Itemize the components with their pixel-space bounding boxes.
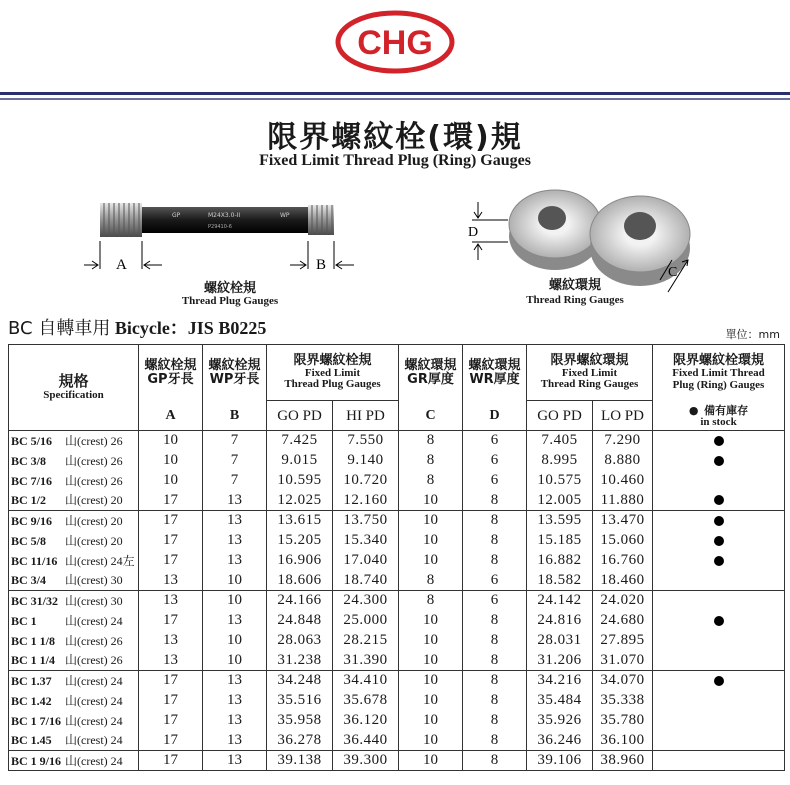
cell-ring-go-pd: 28.031	[527, 631, 593, 651]
cell-wr-thickness: 6	[463, 431, 527, 451]
cell-ring-lo-pd: 24.020	[593, 591, 653, 611]
cell-gr-thickness: 10	[399, 711, 463, 731]
cell-plug-go-pd: 7.425	[267, 431, 333, 451]
table-row	[9, 631, 785, 651]
header-wr: 螺紋環規 WR厚度	[463, 345, 527, 401]
cell-gp-length: 17	[139, 511, 203, 531]
cell-wp-length: 13	[203, 691, 267, 711]
cell-size: BC 1 1/4	[11, 653, 56, 668]
cell-plug-hi-pd: 25.000	[333, 611, 399, 631]
cell-size: BC 31/32	[11, 593, 59, 608]
cell-ring-lo-pd: 35.780	[593, 711, 653, 731]
cell-ring-go-pd: 34.216	[527, 671, 593, 691]
cell-size: BC 3/8	[11, 453, 47, 468]
cell-plug-hi-pd: 13.750	[333, 511, 399, 531]
header-gp-letter: A	[139, 401, 203, 431]
cell-spec	[9, 511, 139, 531]
cell-ring-go-pd: 8.995	[527, 451, 593, 471]
cell-wp-length: 13	[203, 731, 267, 751]
cell-wp-length: 7	[203, 471, 267, 491]
plug-caption-cn: 螺紋栓規	[203, 281, 256, 296]
table-row	[9, 651, 785, 671]
cell-gp-length: 10	[139, 431, 203, 451]
cell-plug-hi-pd: 17.040	[333, 551, 399, 571]
table-row	[9, 671, 785, 691]
cell-plug-go-pd: 15.205	[267, 531, 333, 551]
cell-plug-go-pd: 28.063	[267, 631, 333, 651]
table-row	[9, 731, 785, 751]
cell-ring-go-pd: 31.206	[527, 651, 593, 671]
page-title-cn: 限界螺紋栓(環)規	[267, 120, 523, 155]
cell-size: BC 9/16	[11, 513, 53, 528]
spec-table	[8, 344, 785, 771]
cell-wr-thickness: 8	[463, 511, 527, 531]
cell-plug-hi-pd: 28.215	[333, 631, 399, 651]
cell-gr-thickness: 10	[399, 631, 463, 651]
cell-wp-length: 13	[203, 711, 267, 731]
section-heading	[8, 314, 266, 340]
cell-wr-thickness: 6	[463, 571, 527, 591]
dim-c-label: C	[668, 265, 678, 280]
cell-stock	[653, 751, 785, 771]
cell-gr-thickness: 10	[399, 611, 463, 631]
cell-wp-length: 13	[203, 551, 267, 571]
cell-gp-length: 17	[139, 611, 203, 631]
cell-wp-length: 13	[203, 491, 267, 511]
cell-wp-length: 13	[203, 511, 267, 531]
header-plug: 限界螺紋栓規 Fixed Limit Thread Plug Gauges	[267, 345, 399, 401]
cell-wr-thickness: 8	[463, 551, 527, 571]
cell-plug-go-pd: 16.906	[267, 551, 333, 571]
cell-stock	[653, 691, 785, 711]
cell-size: BC 1	[11, 613, 37, 628]
cell-ring-go-pd: 16.882	[527, 551, 593, 571]
cell-ring-lo-pd: 35.338	[593, 691, 653, 711]
cell-ring-lo-pd: 31.070	[593, 651, 653, 671]
cell-stock	[653, 531, 785, 551]
cell-stock	[653, 431, 785, 451]
cell-ring-go-pd: 13.595	[527, 511, 593, 531]
cell-plug-hi-pd: 10.720	[333, 471, 399, 491]
cell-stock	[653, 491, 785, 511]
cell-spec	[9, 451, 139, 471]
cell-crest: 山(crest) 24	[65, 693, 123, 708]
cell-plug-go-pd: 39.138	[267, 751, 333, 771]
cell-plug-go-pd: 12.025	[267, 491, 333, 511]
cell-spec	[9, 731, 139, 751]
cell-plug-go-pd: 24.166	[267, 591, 333, 611]
cell-plug-hi-pd: 15.340	[333, 531, 399, 551]
header-spec: 規格 Specification	[9, 345, 139, 431]
cell-spec	[9, 571, 139, 591]
cell-wp-length: 13	[203, 751, 267, 771]
cell-stock	[653, 631, 785, 651]
cell-gr-thickness: 10	[399, 731, 463, 751]
cell-wr-thickness: 8	[463, 711, 527, 731]
cell-gp-length: 17	[139, 691, 203, 711]
header-hi-pd: HI PD	[333, 401, 399, 431]
cell-crest: 山(crest) 26	[65, 453, 123, 468]
cell-gp-length: 17	[139, 531, 203, 551]
cell-crest: 山(crest) 30	[65, 573, 123, 588]
cell-gp-length: 13	[139, 591, 203, 611]
cell-ring-lo-pd: 11.880	[593, 491, 653, 511]
table-row	[9, 471, 785, 491]
header-wp: 螺紋栓規 WP牙長	[203, 345, 267, 401]
in-stock-dot-icon	[714, 436, 724, 446]
cell-ring-go-pd: 35.484	[527, 691, 593, 711]
cell-gp-length: 13	[139, 571, 203, 591]
cell-wp-length: 13	[203, 671, 267, 691]
in-stock-dot-icon	[714, 495, 724, 505]
header-gr: 螺紋環規 GR厚度	[399, 345, 463, 401]
cell-spec	[9, 591, 139, 611]
cell-ring-go-pd: 39.106	[527, 751, 593, 771]
cell-spec	[9, 551, 139, 571]
cell-plug-hi-pd: 24.300	[333, 591, 399, 611]
cell-stock	[653, 471, 785, 491]
table-row	[9, 491, 785, 511]
logo-text: CHG	[357, 24, 433, 62]
cell-gp-length: 13	[139, 651, 203, 671]
cell-wp-length: 7	[203, 451, 267, 471]
cell-plug-hi-pd: 31.390	[333, 651, 399, 671]
cell-size: BC 1.37	[11, 673, 52, 688]
cell-stock	[653, 711, 785, 731]
cell-crest: 山(crest) 26	[65, 433, 123, 448]
table-row	[9, 591, 785, 611]
chg-logo	[335, 10, 455, 74]
cell-plug-hi-pd: 9.140	[333, 451, 399, 471]
cell-gp-length: 17	[139, 751, 203, 771]
cell-gr-thickness: 8	[399, 431, 463, 451]
cell-spec	[9, 651, 139, 671]
cell-gr-thickness: 10	[399, 551, 463, 571]
header-stock-legend: ● 備有庫存 in stock	[653, 401, 785, 431]
dim-d-label: D	[468, 225, 479, 240]
cell-spec	[9, 631, 139, 651]
cell-gr-thickness: 8	[399, 451, 463, 471]
cell-size: BC 1 9/16	[11, 753, 62, 768]
cell-wr-thickness: 6	[463, 451, 527, 471]
cell-wp-length: 13	[203, 531, 267, 551]
ring-gauge-figure	[460, 180, 710, 312]
table-row	[9, 691, 785, 711]
table-row	[9, 611, 785, 631]
table-row	[9, 711, 785, 731]
table-row	[9, 751, 785, 771]
cell-size: BC 1.42	[11, 693, 52, 708]
cell-crest: 山(crest) 24	[65, 613, 123, 628]
cell-ring-lo-pd: 36.100	[593, 731, 653, 751]
cell-plug-go-pd: 36.278	[267, 731, 333, 751]
cell-ring-go-pd: 36.246	[527, 731, 593, 751]
cell-stock	[653, 551, 785, 571]
header-lo-pd: LO PD	[593, 401, 653, 431]
header-gp: 螺紋栓規 GP牙長	[139, 345, 203, 401]
header-gr-letter: C	[399, 401, 463, 431]
cell-wr-thickness: 6	[463, 591, 527, 611]
cell-ring-go-pd: 24.816	[527, 611, 593, 631]
cell-gr-thickness: 8	[399, 591, 463, 611]
cell-crest: 山(crest) 26	[65, 653, 123, 668]
cell-gr-thickness: 10	[399, 651, 463, 671]
cell-ring-lo-pd: 8.880	[593, 451, 653, 471]
cell-size: BC 5/16	[11, 433, 53, 448]
cell-ring-go-pd: 35.926	[527, 711, 593, 731]
cell-wp-length: 10	[203, 591, 267, 611]
cell-spec	[9, 531, 139, 551]
cell-stock	[653, 591, 785, 611]
cell-wr-thickness: 8	[463, 491, 527, 511]
header-go-pd: GO PD	[267, 401, 333, 431]
cell-gr-thickness: 10	[399, 671, 463, 691]
plug-marking-wp: WP	[280, 212, 290, 219]
cell-gr-thickness: 10	[399, 751, 463, 771]
cell-gr-thickness: 10	[399, 691, 463, 711]
cell-gr-thickness: 10	[399, 531, 463, 551]
cell-plug-go-pd: 35.958	[267, 711, 333, 731]
cell-gp-length: 17	[139, 731, 203, 751]
cell-gr-thickness: 8	[399, 571, 463, 591]
header-rule-thin	[0, 98, 790, 100]
plug-caption-en: Thread Plug Gauges	[181, 295, 279, 307]
cell-size: BC 1 1/8	[11, 633, 56, 648]
cell-crest: 山(crest) 20	[65, 493, 123, 508]
table-row	[9, 531, 785, 551]
cell-ring-go-pd: 24.142	[527, 591, 593, 611]
cell-spec	[9, 471, 139, 491]
cell-ring-lo-pd: 13.470	[593, 511, 653, 531]
cell-plug-hi-pd: 36.120	[333, 711, 399, 731]
cell-wp-length: 13	[203, 611, 267, 631]
cell-spec	[9, 691, 139, 711]
cell-spec	[9, 711, 139, 731]
in-stock-dot-icon	[714, 536, 724, 546]
cell-plug-go-pd: 31.238	[267, 651, 333, 671]
cell-wr-thickness: 8	[463, 751, 527, 771]
dim-b-label: B	[316, 257, 327, 273]
cell-wr-thickness: 8	[463, 671, 527, 691]
cell-wp-length: 10	[203, 571, 267, 591]
in-stock-dot-icon	[714, 556, 724, 566]
cell-ring-lo-pd: 27.895	[593, 631, 653, 651]
cell-wr-thickness: 8	[463, 731, 527, 751]
cell-crest: 山(crest) 26	[65, 633, 123, 648]
cell-stock	[653, 731, 785, 751]
cell-stock	[653, 651, 785, 671]
cell-crest: 山(crest) 24左	[65, 553, 135, 568]
header-rule	[0, 92, 790, 95]
in-stock-dot-icon	[714, 616, 724, 626]
cell-size: BC 1 7/16	[11, 713, 62, 728]
cell-gp-length: 17	[139, 671, 203, 691]
cell-plug-hi-pd: 12.160	[333, 491, 399, 511]
cell-ring-lo-pd: 18.460	[593, 571, 653, 591]
cell-ring-go-pd: 12.005	[527, 491, 593, 511]
cell-size: BC 1/2	[11, 493, 47, 508]
unit-label: 單位：mm	[725, 328, 780, 341]
cell-crest: 山(crest) 26	[65, 473, 123, 488]
cell-gr-thickness: 8	[399, 471, 463, 491]
cell-crest: 山(crest) 24	[65, 733, 123, 748]
cell-spec	[9, 611, 139, 631]
dim-a-label: A	[116, 257, 127, 273]
cell-ring-lo-pd: 38.960	[593, 751, 653, 771]
header-ring-go-pd: GO PD	[527, 401, 593, 431]
cell-plug-hi-pd: 39.300	[333, 751, 399, 771]
cell-crest: 山(crest) 20	[65, 513, 123, 528]
cell-gp-length: 17	[139, 551, 203, 571]
cell-spec	[9, 491, 139, 511]
section-heading-en: Bicycle：JIS B0225	[114, 318, 267, 338]
header-wp-letter: B	[203, 401, 267, 431]
cell-gp-length: 17	[139, 491, 203, 511]
cell-plug-go-pd: 18.606	[267, 571, 333, 591]
page-title-en: Fixed Limit Thread Plug (Ring) Gauges	[259, 152, 531, 169]
cell-wp-length: 10	[203, 631, 267, 651]
cell-ring-go-pd: 15.185	[527, 531, 593, 551]
cell-wr-thickness: 8	[463, 611, 527, 631]
cell-crest: 山(crest) 30	[65, 593, 123, 608]
cell-plug-hi-pd: 34.410	[333, 671, 399, 691]
section-heading-cn: BC 自轉車用	[8, 318, 111, 339]
cell-plug-go-pd: 13.615	[267, 511, 333, 531]
cell-size: BC 11/16	[11, 553, 58, 568]
cell-ring-lo-pd: 34.070	[593, 671, 653, 691]
ring-caption-en: Thread Ring Gauges	[526, 294, 624, 306]
plug-gauge-figure	[80, 185, 380, 313]
header-ring: 限界螺紋環規 Fixed Limit Thread Ring Gauges	[527, 345, 653, 401]
cell-ring-lo-pd: 15.060	[593, 531, 653, 551]
table-row	[9, 451, 785, 471]
cell-size: BC 7/16	[11, 473, 53, 488]
table-row	[9, 511, 785, 531]
cell-stock	[653, 511, 785, 531]
table-row	[9, 431, 785, 451]
in-stock-dot-icon	[714, 676, 724, 686]
cell-spec	[9, 431, 139, 451]
cell-wr-thickness: 8	[463, 631, 527, 651]
cell-gp-length: 13	[139, 631, 203, 651]
header-stock: 限界螺紋栓環規 Fixed Limit Thread Plug (Ring) Gauges	[653, 345, 785, 401]
cell-ring-go-pd: 18.582	[527, 571, 593, 591]
cell-plug-hi-pd: 18.740	[333, 571, 399, 591]
cell-gp-length: 10	[139, 451, 203, 471]
cell-wp-length: 7	[203, 431, 267, 451]
cell-ring-go-pd: 7.405	[527, 431, 593, 451]
spec-table-body	[9, 431, 785, 771]
table-row	[9, 571, 785, 591]
cell-wr-thickness: 8	[463, 531, 527, 551]
cell-gr-thickness: 10	[399, 491, 463, 511]
cell-plug-hi-pd: 36.440	[333, 731, 399, 751]
cell-crest: 山(crest) 24	[65, 713, 123, 728]
cell-ring-lo-pd: 24.680	[593, 611, 653, 631]
cell-ring-go-pd: 10.575	[527, 471, 593, 491]
cell-gp-length: 17	[139, 711, 203, 731]
cell-plug-hi-pd: 35.678	[333, 691, 399, 711]
in-stock-dot-icon	[714, 516, 724, 526]
cell-plug-go-pd: 10.595	[267, 471, 333, 491]
cell-size: BC 5/8	[11, 533, 47, 548]
in-stock-dot-icon	[714, 456, 724, 466]
cell-plug-go-pd: 35.516	[267, 691, 333, 711]
table-row	[9, 551, 785, 571]
cell-size: BC 1.45	[11, 733, 52, 748]
cell-stock	[653, 671, 785, 691]
cell-wp-length: 10	[203, 651, 267, 671]
cell-plug-go-pd: 9.015	[267, 451, 333, 471]
cell-ring-lo-pd: 16.760	[593, 551, 653, 571]
ring-caption-cn: 螺紋環規	[548, 278, 601, 293]
cell-plug-go-pd: 24.848	[267, 611, 333, 631]
cell-crest: 山(crest) 20	[65, 533, 123, 548]
cell-crest: 山(crest) 24	[65, 673, 123, 688]
cell-ring-lo-pd: 7.290	[593, 431, 653, 451]
cell-wr-thickness: 6	[463, 471, 527, 491]
cell-crest: 山(crest) 24	[65, 753, 123, 768]
plug-marking-size: M24X3.0-II	[208, 212, 241, 219]
plug-marking-gp: GP	[172, 212, 181, 219]
cell-plug-go-pd: 34.248	[267, 671, 333, 691]
cell-size: BC 3/4	[11, 573, 47, 588]
header-wr-letter: D	[463, 401, 527, 431]
cell-ring-lo-pd: 10.460	[593, 471, 653, 491]
cell-gr-thickness: 10	[399, 511, 463, 531]
cell-wr-thickness: 8	[463, 651, 527, 671]
cell-wr-thickness: 8	[463, 691, 527, 711]
cell-stock	[653, 571, 785, 591]
plug-marking-serial: P29410-6	[208, 224, 232, 230]
cell-spec	[9, 671, 139, 691]
cell-stock	[653, 451, 785, 471]
cell-spec	[9, 751, 139, 771]
cell-plug-hi-pd: 7.550	[333, 431, 399, 451]
cell-gp-length: 10	[139, 471, 203, 491]
cell-stock	[653, 611, 785, 631]
